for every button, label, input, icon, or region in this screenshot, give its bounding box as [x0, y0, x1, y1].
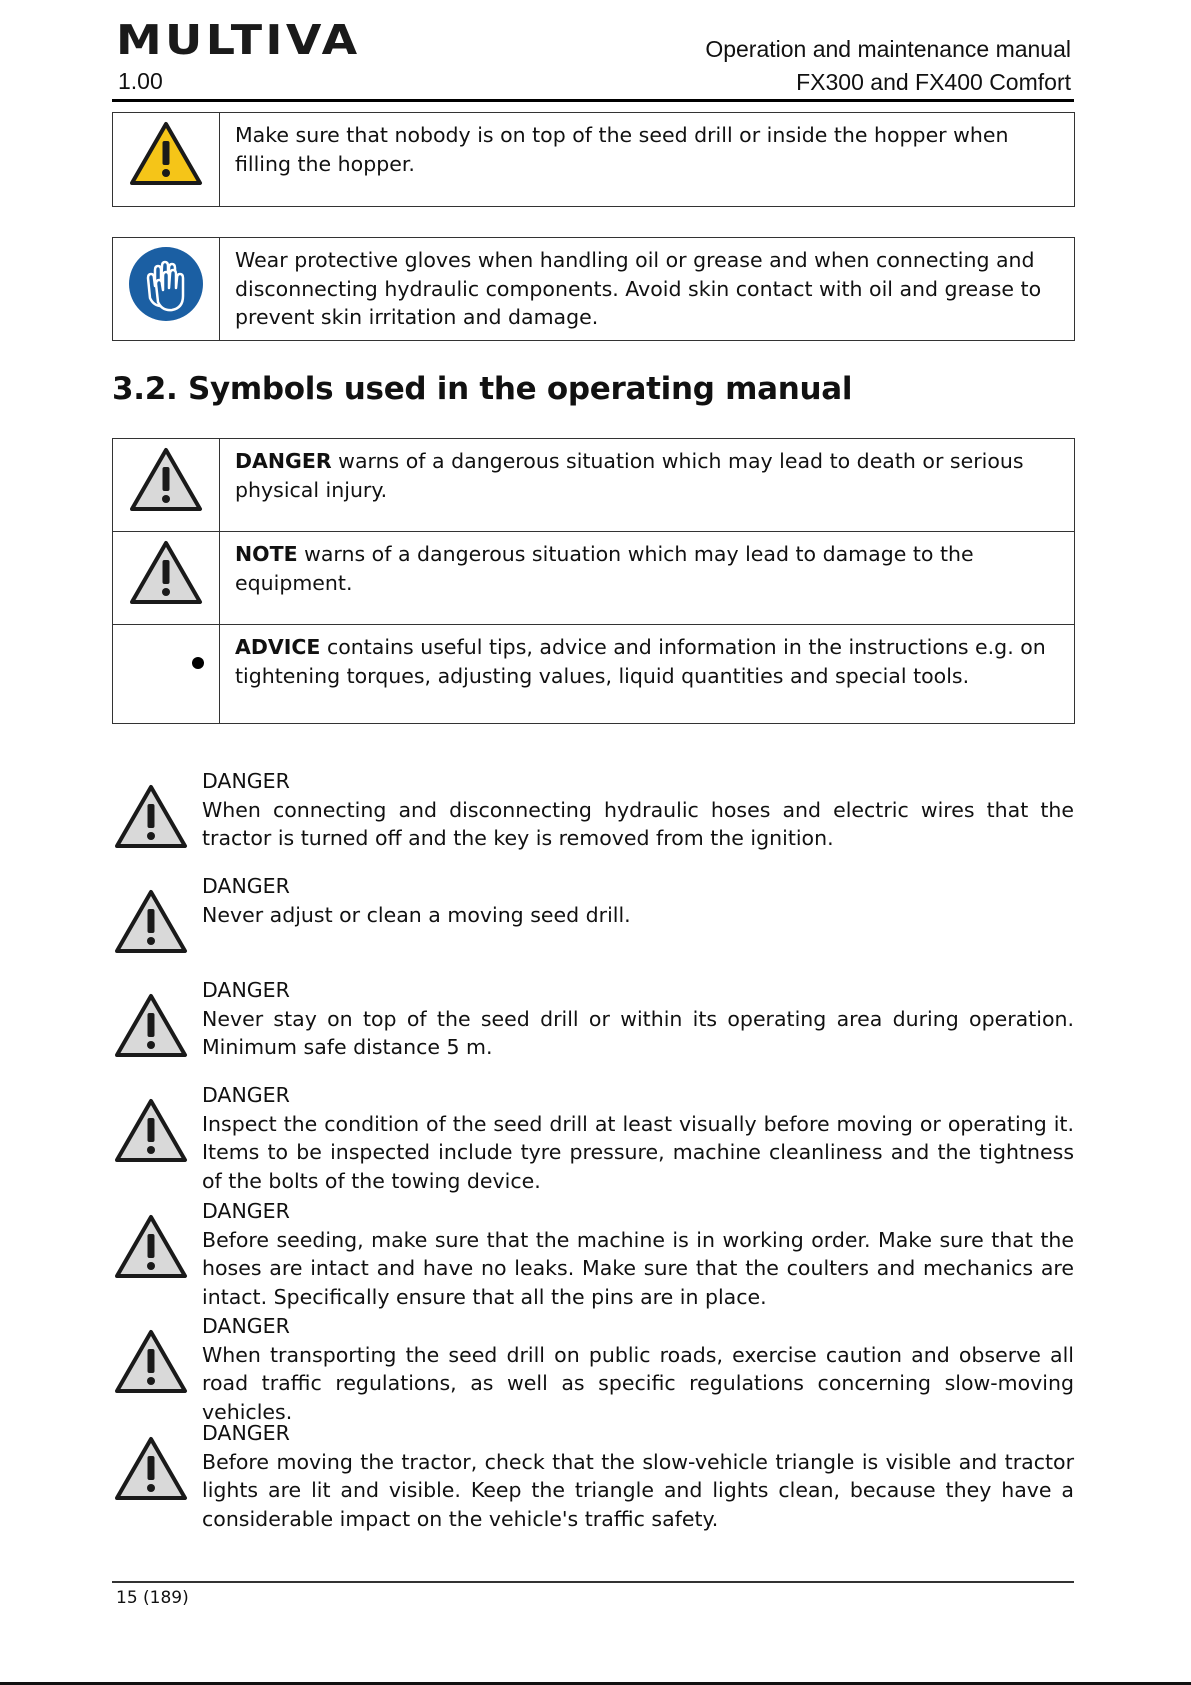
header-divider — [112, 99, 1074, 102]
warning-triangle-icon — [114, 784, 188, 850]
protective-gloves-icon — [128, 246, 204, 322]
danger-text — [202, 1081, 1074, 1195]
notice-gloves-table — [112, 237, 1075, 341]
danger-description: Before seeding, make sure that the machine is in working order. Make sure that the hoses are intact and have no leaks. Make sure that the coulters and mechanics are intact. Specifically ensure that all the pins are in place. — [202, 1227, 1074, 1309]
document-title-line-1: Operation and maintenance manual — [705, 36, 1071, 62]
danger-label: DANGER — [202, 874, 290, 898]
danger-description: When transporting the seed drill on public roads, exercise caution and observe all road traffic regulations, as well as specific regulations concerning slow-moving vehicles. — [202, 1342, 1074, 1424]
symbol-row-note — [113, 532, 1075, 625]
symbol-term: ADVICE — [235, 635, 321, 659]
danger-text — [202, 872, 1074, 929]
notice-icon-cell — [113, 113, 220, 207]
warning-triangle-icon — [114, 1436, 188, 1502]
danger-text — [202, 767, 1074, 853]
danger-description: Inspect the condition of the seed drill at least visually before moving or operating it. Items to be inspected include tyre pressure, machine cleanliness and the tightness of the bolts of the towing device. — [202, 1111, 1074, 1193]
danger-text — [202, 1197, 1074, 1311]
danger-label: DANGER — [202, 1421, 290, 1445]
section-heading: 3.2. Symbols used in the operating manual — [112, 371, 853, 407]
multiva-logo: MULTIVA — [116, 16, 361, 64]
page-number: 15 (189) — [116, 1588, 189, 1608]
bullet-icon — [192, 657, 204, 669]
symbol-text: contains useful tips, advice and information in the instructions e.g. on tightening torques, adjusting values, liquid quantities and special tools. — [235, 635, 1046, 688]
warning-triangle-icon — [114, 889, 188, 955]
symbol-term: DANGER — [235, 449, 332, 473]
document-title — [705, 33, 1071, 99]
symbol-description — [220, 625, 1075, 724]
warning-triangle-icon — [114, 1098, 188, 1164]
warning-triangle-icon — [114, 1329, 188, 1395]
danger-text — [202, 1419, 1074, 1533]
danger-label: DANGER — [202, 769, 290, 793]
document-version: 1.00 — [118, 68, 163, 94]
symbol-text: warns of a dangerous situation which may lead to damage to the equipment. — [235, 542, 974, 595]
notice-icon-cell — [113, 238, 220, 341]
notice-text: Make sure that nobody is on top of the seed drill or inside the hopper when filling the hopper. — [220, 113, 1075, 207]
warning-triangle-icon — [129, 447, 203, 513]
warning-triangle-icon — [114, 1214, 188, 1280]
symbol-icon-cell — [113, 532, 220, 625]
document-title-line-2: FX300 and FX400 Comfort — [796, 69, 1071, 95]
symbols-table — [112, 438, 1075, 724]
symbol-text: warns of a dangerous situation which may lead to death or serious physical injury. — [235, 449, 1024, 502]
symbol-icon-cell — [113, 439, 220, 532]
danger-description: Never adjust or clean a moving seed drill. — [202, 902, 631, 927]
danger-label: DANGER — [202, 1083, 290, 1107]
symbol-icon-cell — [113, 625, 220, 724]
danger-description: When connecting and disconnecting hydraulic hoses and electric wires that the tractor is turned off and the key is removed from the ignition. — [202, 797, 1074, 851]
symbol-row-advice — [113, 625, 1075, 724]
danger-text — [202, 976, 1074, 1062]
danger-label: DANGER — [202, 1314, 290, 1338]
warning-triangle-icon — [114, 993, 188, 1059]
notice-hopper-table — [112, 112, 1075, 207]
danger-text — [202, 1312, 1074, 1426]
symbol-row-danger — [113, 439, 1075, 532]
symbol-description — [220, 532, 1075, 625]
danger-label: DANGER — [202, 978, 290, 1002]
danger-label: DANGER — [202, 1199, 290, 1223]
danger-description: Before moving the tractor, check that the slow-vehicle triangle is visible and tractor lights are lit and visible. Keep the triangle and lights clean, because they have a considerable impact on the vehicle's traffic safety. — [202, 1449, 1074, 1531]
symbol-description — [220, 439, 1075, 532]
danger-description: Never stay on top of the seed drill or within its operating area during operation. Minimum safe distance 5 m. — [202, 1006, 1074, 1060]
warning-triangle-icon — [129, 540, 203, 606]
warning-triangle-yellow-icon — [129, 121, 203, 187]
footer-divider — [112, 1581, 1074, 1583]
notice-text: Wear protective gloves when handling oil or grease and when connecting and disconnecting hydraulic components. Avoid skin contact with oil and grease to prevent skin irritation and damage. — [220, 238, 1075, 341]
symbol-term: NOTE — [235, 542, 298, 566]
